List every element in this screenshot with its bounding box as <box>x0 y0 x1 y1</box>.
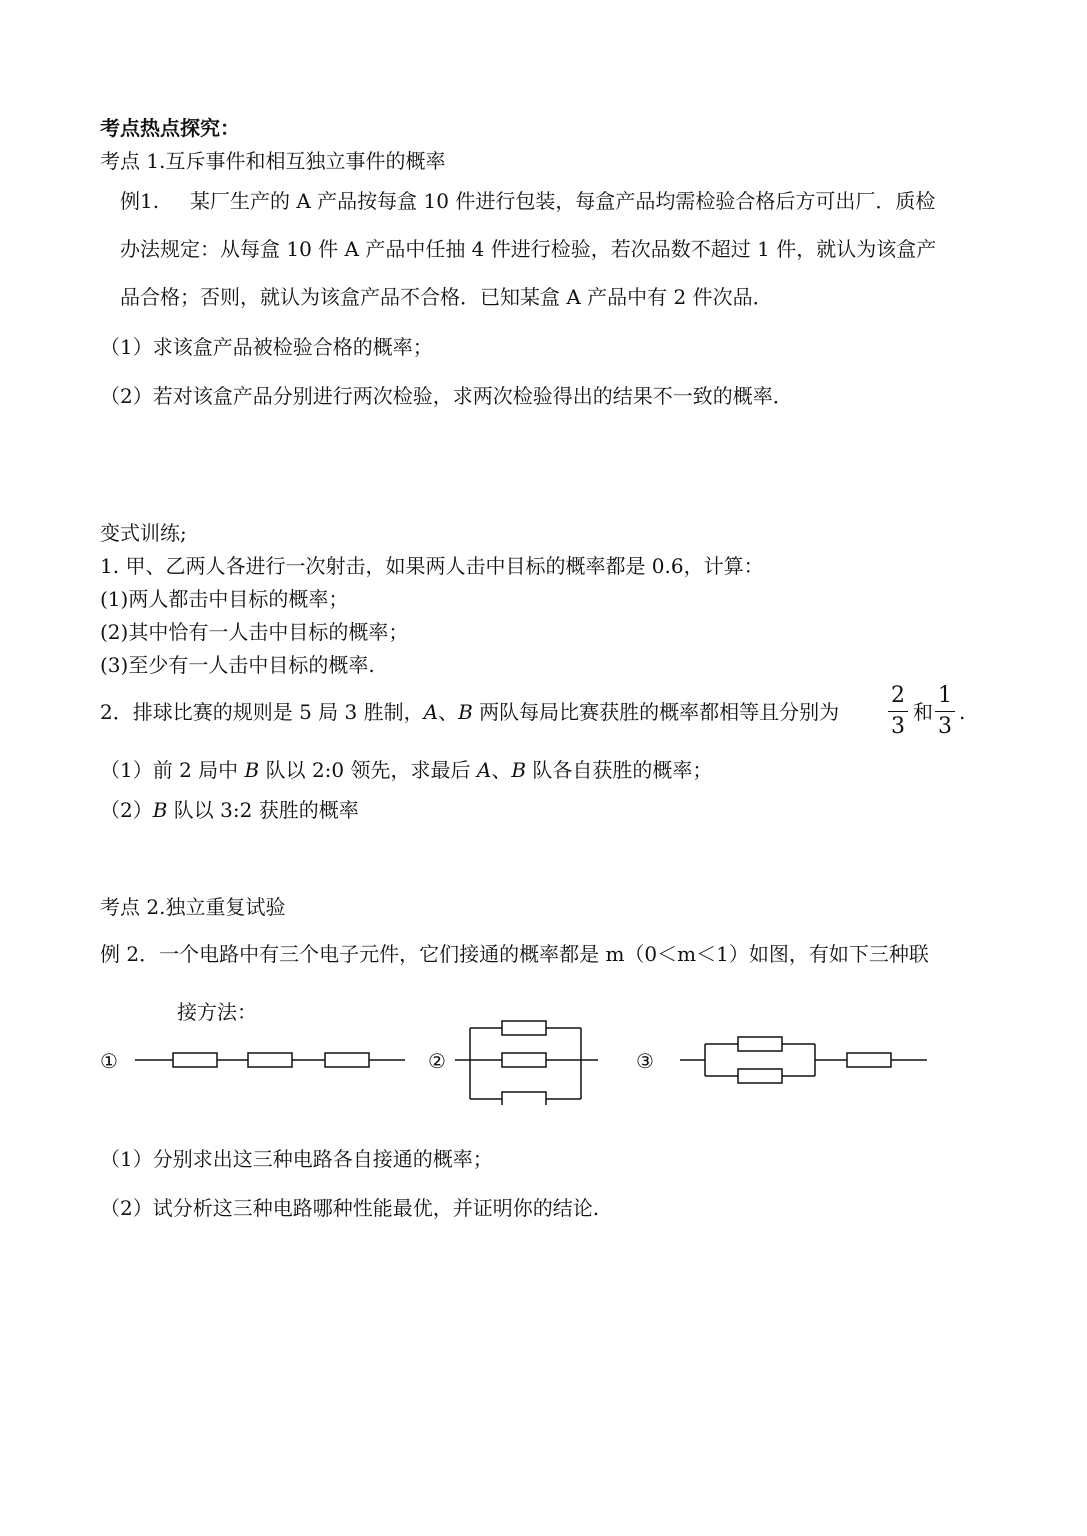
problem1-q3: (3)至少有一人击中目标的概率. <box>100 653 375 677</box>
topic1-title: 考点 1.互斥事件和相互独立事件的概率 <box>100 149 446 173</box>
example2-question1: （1）分别求出这三种电路各自接通的概率； <box>100 1147 493 1171</box>
team-b: B <box>511 758 527 782</box>
fraction-one-third <box>933 683 957 740</box>
circuit-label-1: ① <box>100 1049 118 1073</box>
topic2-title: 考点 2.独立重复试验 <box>100 895 286 919</box>
example1-line3: 品合格；否则，就认为该盒产品不合格．已知某盒 A 产品中有 2 件次品． <box>120 285 773 309</box>
example2-question2: （2）试分析这三种电路哪种性能最优，并证明你的结论. <box>100 1196 600 1220</box>
fraction-denominator: 3 <box>938 714 952 739</box>
mixed-circuit-diagram <box>680 1030 940 1090</box>
fraction-bar <box>888 711 908 712</box>
example1-line1: 某厂生产的 A 产品按每盒 10 件进行包装，每盒产品均需检验合格后方可出厂．质检 <box>190 189 936 213</box>
fraction-two-thirds <box>886 683 910 740</box>
problem2-stem <box>100 699 839 725</box>
example2-line1: 例 2．一个电路中有三个电子元件，它们接通的概率都是 m（0＜m＜1）如图，有如下三种联 <box>100 942 929 966</box>
problem2-q1-c: 队各自获胜的概率； <box>526 758 713 782</box>
problem2-q2 <box>100 797 359 823</box>
separator: 、 <box>438 700 459 724</box>
problem1-stem: 1. 甲、乙两人各进行一次射击，如果两人击中目标的概率都是 0.6，计算： <box>100 554 764 578</box>
variant-title: 变式训练; <box>100 521 187 545</box>
problem1-q1: (1)两人都击中目标的概率； <box>100 587 349 611</box>
separator: 、 <box>491 758 512 782</box>
problem2-q2-b: 队以 3:2 获胜的概率 <box>167 798 359 822</box>
circuit-label-2: ② <box>428 1049 446 1073</box>
team-a: A <box>476 758 492 782</box>
team-b: B <box>458 700 473 724</box>
problem2-q1 <box>100 757 712 783</box>
fraction-bar <box>935 711 955 712</box>
parallel-circuit-diagram <box>455 1015 605 1105</box>
circuit-label-3: ③ <box>636 1049 654 1073</box>
problem2-q1-b: 队以 2:0 领先，求最后 <box>259 758 477 782</box>
section-heading: 考点热点探究： <box>100 116 240 140</box>
example1-question1: （1）求该盒产品被检验合格的概率； <box>100 335 433 359</box>
series-circuit-diagram <box>135 1046 415 1076</box>
team-a: A <box>423 700 439 724</box>
fraction-denominator: 3 <box>891 714 905 739</box>
problem2-q2-a: （2） <box>100 798 153 822</box>
problem2-stem-a: 2．排球比赛的规则是 5 局 3 胜制， <box>100 700 424 724</box>
and-word: 和 <box>913 700 933 724</box>
team-b: B <box>244 758 260 782</box>
example1-question2: （2）若对该盒产品分别进行两次检验，求两次检验得出的结果不一致的概率． <box>100 384 793 408</box>
problem2-period: . <box>959 700 966 724</box>
example2-line2: 接方法： <box>177 1000 257 1024</box>
problem1-q2: (2)其中恰有一人击中目标的概率； <box>100 620 409 644</box>
fraction-numerator: 2 <box>891 683 905 708</box>
example1-line2: 办法规定：从每盒 10 件 A 产品中任抽 4 件进行检验，若次品数不超过 1 件，就认为该盒产 <box>120 237 937 261</box>
team-b: B <box>152 798 168 822</box>
problem2-q1-a: （1）前 2 局中 <box>100 758 245 782</box>
fraction-numerator: 1 <box>938 683 952 708</box>
problem2-stem-b: 两队每局比赛获胜的概率都相等且分别为 <box>472 700 840 724</box>
example1-label: 例1. <box>120 189 160 213</box>
